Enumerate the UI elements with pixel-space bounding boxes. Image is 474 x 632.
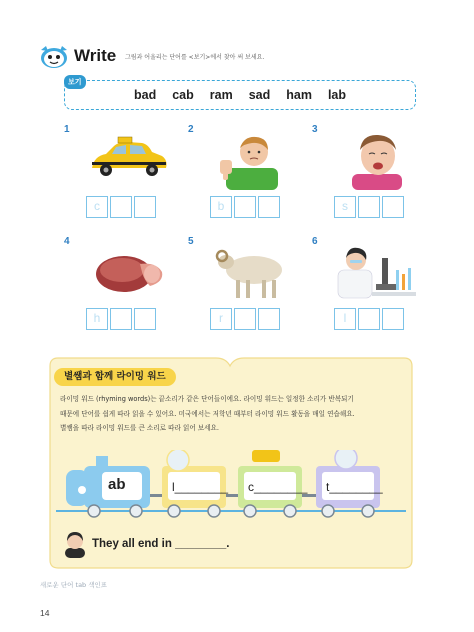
ham-icon [84, 240, 170, 302]
word-bank-word: bad [133, 88, 157, 102]
exercise-number: 4 [64, 236, 70, 247]
letter-box[interactable] [234, 196, 256, 218]
answer-boxes [86, 308, 156, 330]
letter-box[interactable] [110, 308, 132, 330]
word-bank-tag: 보기 [64, 75, 86, 89]
word-bank-word: cab [172, 88, 194, 102]
exercise-item-1 [64, 124, 174, 224]
letter-box[interactable] [358, 308, 380, 330]
exercise-item-3 [312, 124, 422, 224]
explanation-line: 별쌤을 따라 라이밍 워드를 큰 소리로 따라 읽어 보세요. [60, 424, 219, 432]
word-bank-word: ham [286, 88, 312, 102]
rhyme-train [48, 450, 414, 520]
answer-boxes [334, 196, 404, 218]
closing-line [62, 530, 262, 560]
train-car-blank[interactable]: c________ [248, 480, 308, 494]
answer-boxes [210, 196, 280, 218]
letter-box[interactable]: c [86, 196, 108, 218]
explanation-line: 때문에 단어를 쉽게 따라 읽을 수 있어요. 미국에서는 저학년 때부터 라이밍 워드 활동을 매일 연습해요. [60, 409, 355, 418]
train-car-blank[interactable]: l________ [172, 480, 229, 494]
rhyme-explanation [60, 392, 404, 436]
letter-box[interactable] [110, 196, 132, 218]
closing-sentence[interactable]: They all end in ________. [92, 538, 230, 550]
letter-box[interactable]: h [86, 308, 108, 330]
train-engine-label: ab [108, 476, 126, 493]
scientist-lab-icon [332, 240, 418, 302]
teacher-avatar-icon [62, 530, 88, 558]
crying-child-icon [332, 128, 418, 190]
exercise-number: 1 [64, 124, 70, 135]
page-header [38, 44, 458, 72]
answer-boxes [210, 308, 280, 330]
letter-box[interactable] [134, 308, 156, 330]
section-title: Write [74, 46, 117, 65]
exercise-item-6 [312, 236, 422, 336]
letter-box[interactable] [382, 196, 404, 218]
letter-box[interactable]: r [210, 308, 232, 330]
rhyme-section-title: 별쌤과 함께 라이밍 워드 [54, 368, 176, 386]
word-bank [64, 80, 416, 110]
exercise-number: 5 [188, 236, 194, 247]
rhyming-words-card [48, 354, 414, 570]
letter-box[interactable] [358, 196, 380, 218]
letter-box[interactable]: l [334, 308, 356, 330]
star-mascot-icon [38, 44, 72, 70]
word-bank-list [65, 88, 415, 102]
ram-icon [208, 240, 294, 302]
letter-box[interactable] [258, 308, 280, 330]
answer-boxes [334, 308, 404, 330]
letter-box[interactable] [234, 308, 256, 330]
letter-box[interactable] [134, 196, 156, 218]
exercise-item-4 [64, 236, 174, 336]
train-car-blank[interactable]: t________ [326, 480, 383, 494]
word-bank-word: sad [248, 88, 271, 102]
new-word-footnote: 새로운 단어 tab 색인표 [40, 581, 108, 589]
word-bank-word: lab [327, 88, 347, 102]
letter-box[interactable] [258, 196, 280, 218]
exercise-number: 6 [312, 236, 318, 247]
letter-box[interactable]: s [334, 196, 356, 218]
thumbs-down-boy-icon [208, 128, 294, 190]
exercise-item-5 [188, 236, 298, 336]
exercise-item-2 [188, 124, 298, 224]
taxi-cab-icon [84, 128, 170, 190]
letter-box[interactable] [382, 308, 404, 330]
word-bank-word: ram [209, 88, 233, 102]
exercise-number: 2 [188, 124, 194, 135]
answer-boxes [86, 196, 156, 218]
exercise-number: 3 [312, 124, 318, 135]
page-number: 14 [40, 608, 50, 618]
letter-box[interactable]: b [210, 196, 232, 218]
explanation-line: 라이밍 워드 (rhyming words)는 끝소리가 같은 단어들이에요. 라이밍 워드는 일정한 소리가 반복되기 [60, 395, 354, 403]
instruction-text: 그림과 어울리는 단어를 <보기>에서 찾아 써 보세요. [125, 54, 265, 61]
